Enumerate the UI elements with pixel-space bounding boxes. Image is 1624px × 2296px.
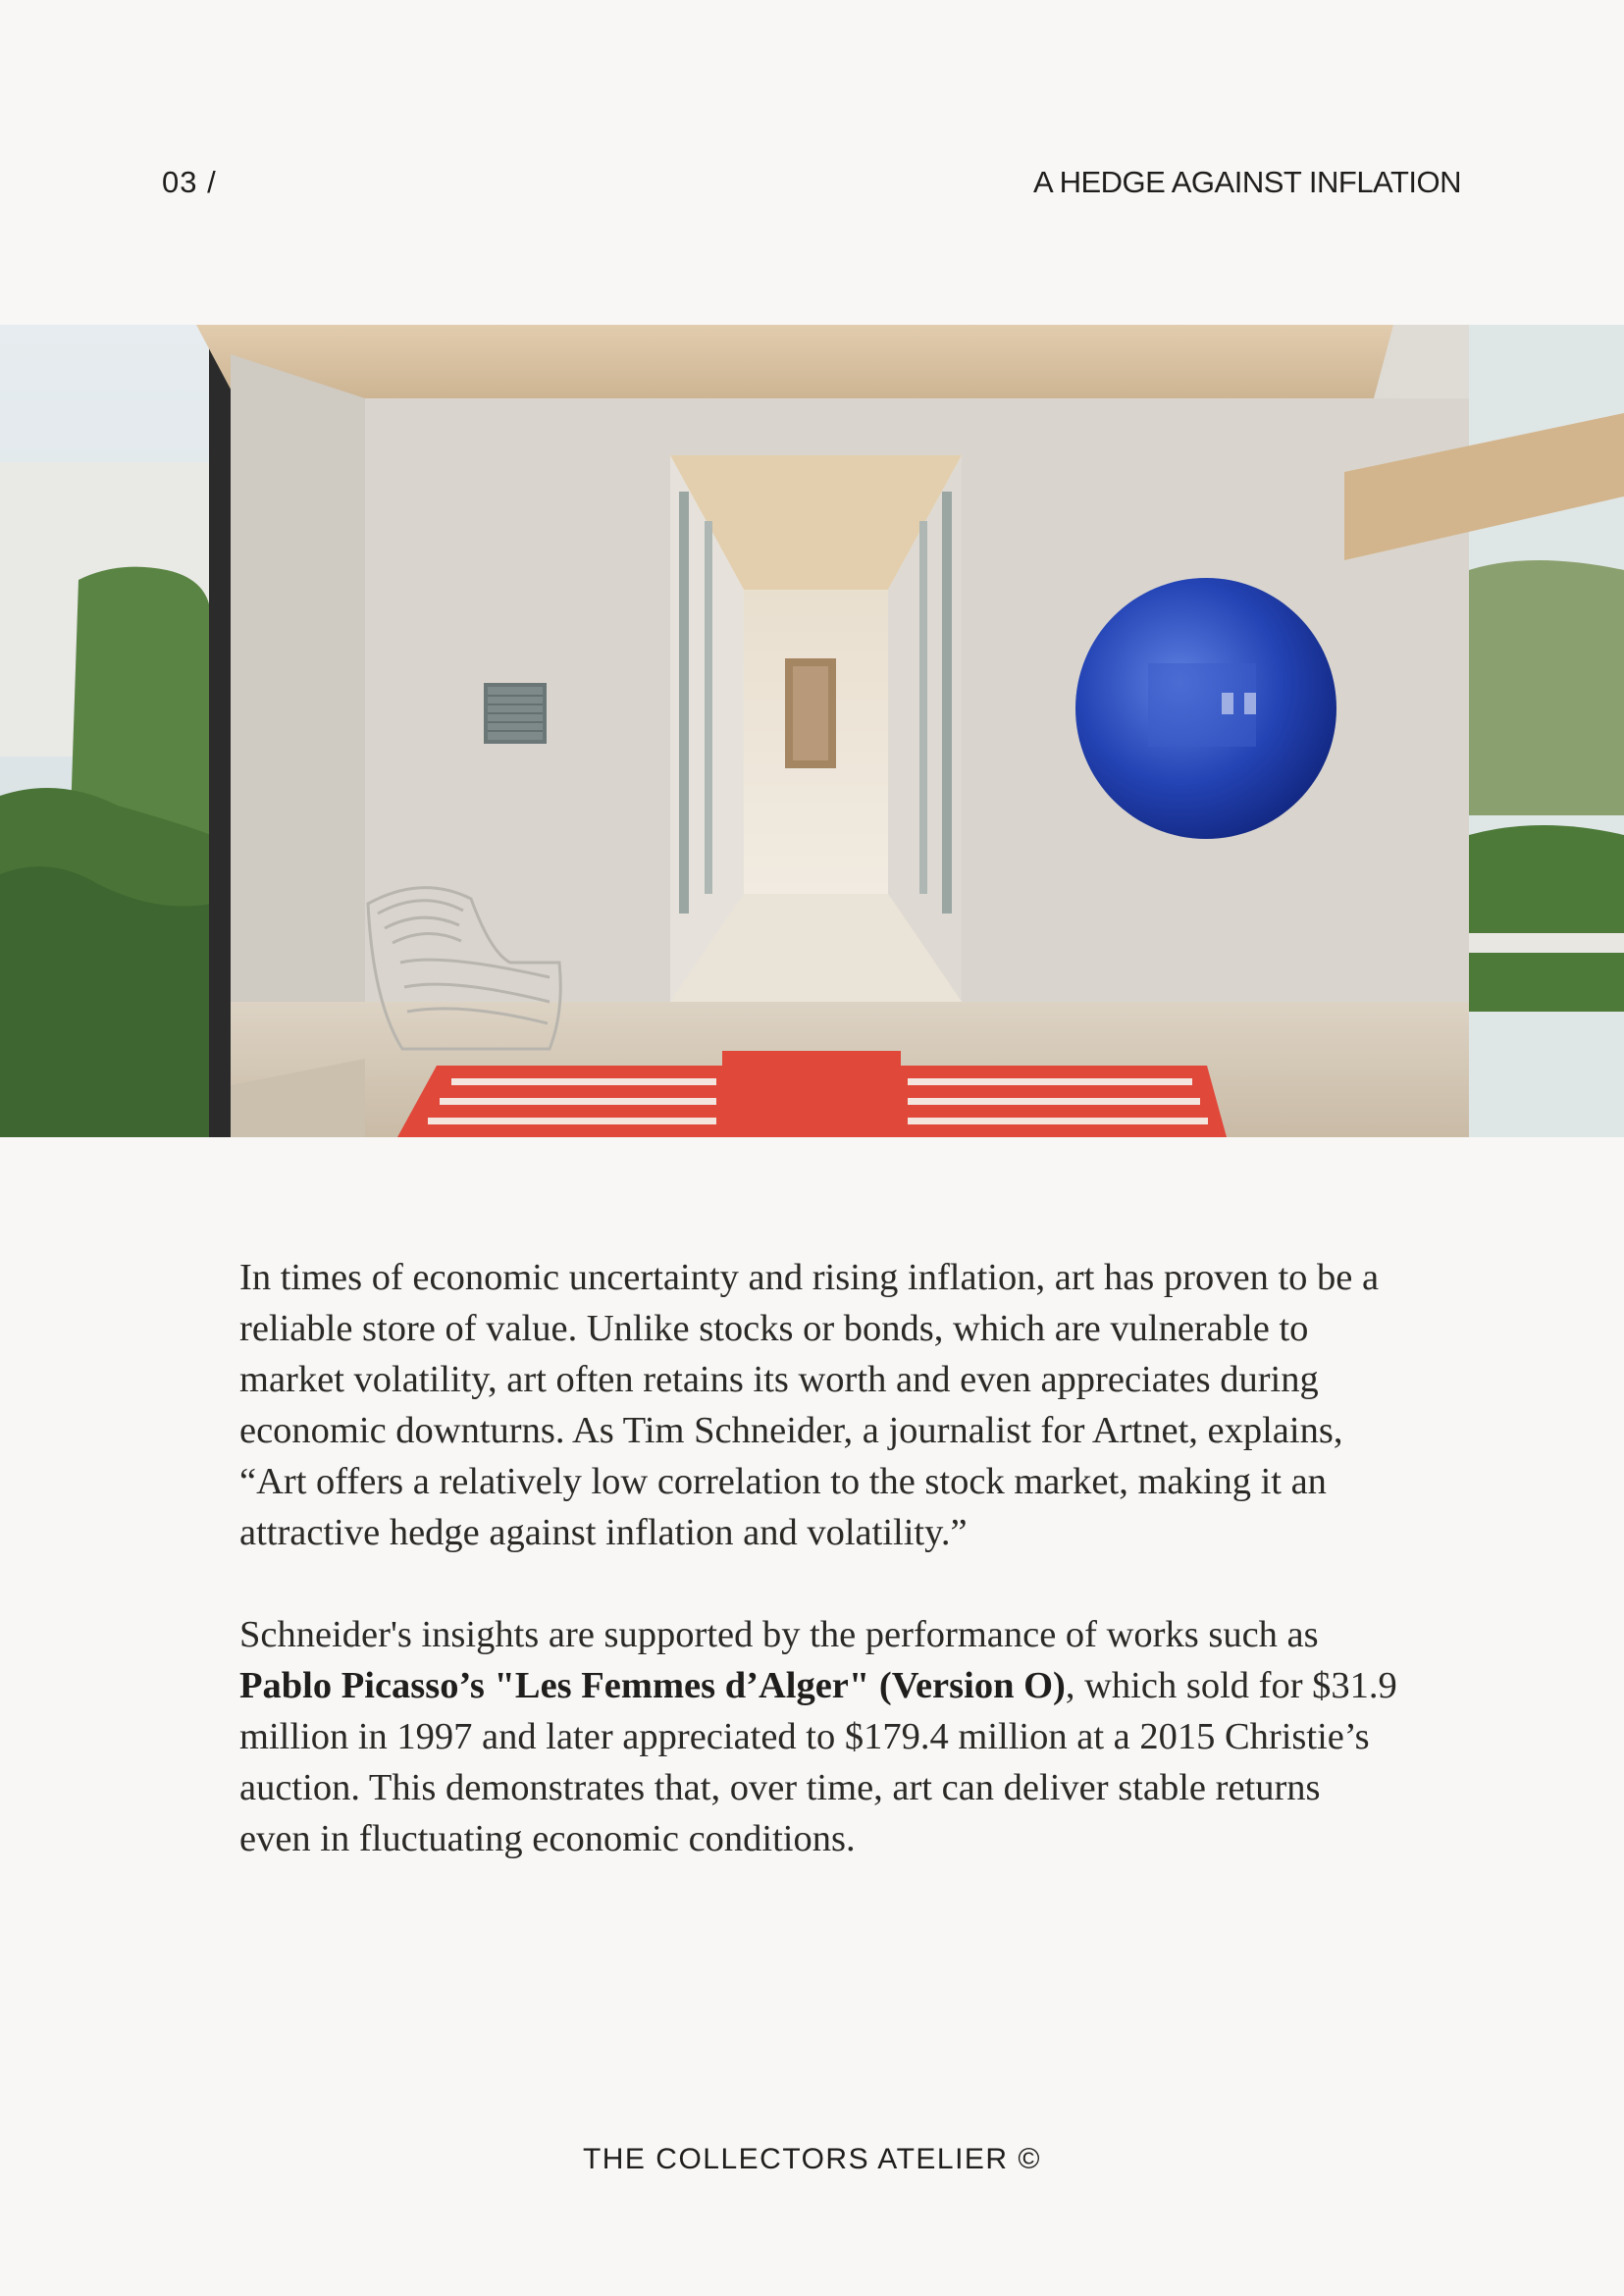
interior-gallery-photo bbox=[0, 325, 1624, 1137]
paragraph-2-end: , which sold for $31.9 million in 1997 and later appreciated to $179.4 million at a 2015 Christie’s auction. This demonstrates that, over time, art can deliver stable returns even in fluctuating economic conditions. bbox=[239, 1665, 1397, 1859]
article-body bbox=[239, 1252, 1397, 1915]
page-number: 03 / bbox=[162, 165, 217, 199]
section-title: A HEDGE AGAINST INFLATION bbox=[1033, 165, 1461, 199]
artwork-title: Pablo Picasso’s "Les Femmes d’Alger" (Version O) bbox=[239, 1665, 1066, 1706]
article-paragraph-1: In times of economic uncertainty and rising inflation, art has proven to be a reliable store of value. Unlike stocks or bonds, which are vulnerable to market volatility, art often retains its worth and even appreciates during economic downturns. As Tim Schneider, a journalist for Artnet, explains, “Art offers a relatively low correlation to the stock market, making it an attractive hedge against inflation and volatility.” bbox=[239, 1257, 1380, 1553]
footer-brand: THE COLLECTORS ATELIER © bbox=[582, 2143, 1042, 2175]
article-paragraph-2 bbox=[239, 1609, 1397, 1864]
hero-image bbox=[0, 325, 1624, 1137]
paragraph-2-start: Schneider's insights are supported by the performance of works such as bbox=[239, 1614, 1319, 1655]
